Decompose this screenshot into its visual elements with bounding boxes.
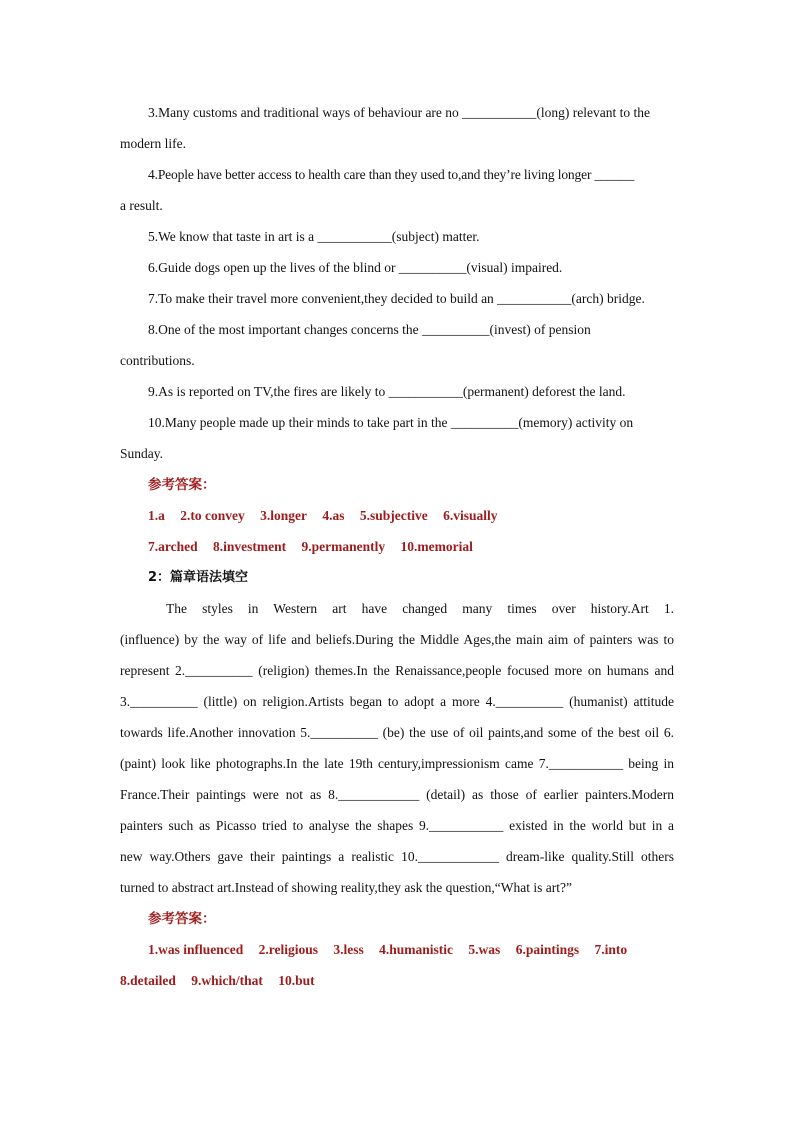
passage-line: The styles in Western art have changed many times over history.Art 1.	[166, 601, 674, 616]
question-6	[120, 252, 674, 283]
answer-item: 7.into	[594, 942, 628, 957]
passage-line: 3.__________ (little) on religion.Artists began to adopt a more 4.__________ (humanist) attitude	[120, 694, 674, 709]
answer-row	[120, 531, 674, 562]
question-8	[120, 314, 674, 376]
answer-item: 7.arched	[148, 539, 198, 554]
answer-item: 9.which/that	[191, 973, 263, 988]
question-line: a result.	[120, 198, 163, 213]
question-line: 3.Many customs and traditional ways of behaviour are no ___________(long) relevant to the	[148, 105, 651, 120]
answer-item: 10.memorial	[400, 539, 473, 554]
question-line: contributions.	[120, 353, 195, 368]
section-heading: 2：篇章语法填空	[148, 570, 249, 585]
question-line: 10.Many people made up their minds to take part in the __________(memory) activity on	[148, 415, 634, 430]
question-3	[120, 97, 674, 159]
passage-line: painters such as Picasso tried to analyse the shapes 9.___________ existed in the world but in a	[120, 818, 674, 833]
question-line: 5.We know that taste in art is a ___________(subject) matter.	[148, 229, 480, 244]
answer-item: 5.was	[468, 942, 501, 957]
answer-item: 4.as	[322, 508, 345, 523]
answer-item: 3.longer	[260, 508, 307, 523]
passage-line: (paint) look like photographs.In the late 19th century,impressionism came 7.___________ being in	[120, 756, 674, 771]
passage-line: represent 2.__________ (religion) themes.In the Renaissance,people focused more on humans and	[120, 663, 674, 678]
question-line: 8.One of the most important changes concerns the __________(invest) of pension	[148, 322, 591, 337]
answer-heading	[120, 469, 674, 500]
question-9	[120, 376, 674, 407]
answer-item: 8.detailed	[120, 973, 176, 988]
answer-item: 2.religious	[258, 942, 319, 957]
question-line: modern life.	[120, 136, 186, 151]
question-line: 6.Guide dogs open up the lives of the blind or __________(visual) impaired.	[148, 260, 563, 275]
passage-line: (influence) by the way of life and beliefs.During the Middle Ages,the main aim of painters was to	[120, 632, 674, 647]
question-10	[120, 407, 674, 469]
answer-heading	[120, 903, 674, 934]
answer-row	[120, 965, 674, 996]
answer-row	[120, 500, 674, 531]
document-page	[120, 97, 674, 996]
answer-heading-text: 参考答案：	[148, 477, 216, 492]
question-5	[120, 221, 674, 252]
question-line: 4.People have better access to health care than they used to,and they’re living longer ______	[148, 167, 635, 182]
passage	[120, 593, 674, 903]
question-4	[120, 159, 674, 221]
answer-item: 5.subjective	[359, 508, 428, 523]
answer-item: 10.but	[278, 973, 315, 988]
question-line: Sunday.	[120, 446, 163, 461]
answer-item: 6.visually	[443, 508, 498, 523]
answer-item: 4.humanistic	[379, 942, 454, 957]
answer-item: 1.was influenced	[148, 942, 244, 957]
answer-item: 6.paintings	[515, 942, 580, 957]
answer-item: 3.less	[333, 942, 364, 957]
answer-item: 9.permanently	[301, 539, 386, 554]
question-line: 9.As is reported on TV,the fires are likely to ___________(permanent) deforest the land.	[148, 384, 626, 399]
answer-heading-text: 参考答案：	[148, 911, 216, 926]
answer-row	[120, 934, 674, 965]
passage-line: towards life.Another innovation 5.__________ (be) the use of oil paints,and some of the best oil 6.	[120, 725, 674, 740]
answer-item: 1.a	[148, 508, 165, 523]
question-line: 7.To make their travel more convenient,they decided to build an ___________(arch) bridge.	[148, 291, 645, 306]
answer-item: 2.to convey	[180, 508, 245, 523]
passage-line: turned to abstract art.Instead of showing reality,they ask the question,“What is art?”	[120, 880, 572, 895]
answer-item: 8.investment	[213, 539, 287, 554]
passage-line: new way.Others gave their paintings a realistic 10.____________ dream-like quality.Still others	[120, 849, 674, 864]
question-7	[120, 283, 674, 314]
passage-line: France.Their paintings were not as 8.____________ (detail) as those of earlier painters.Modern	[120, 787, 674, 802]
